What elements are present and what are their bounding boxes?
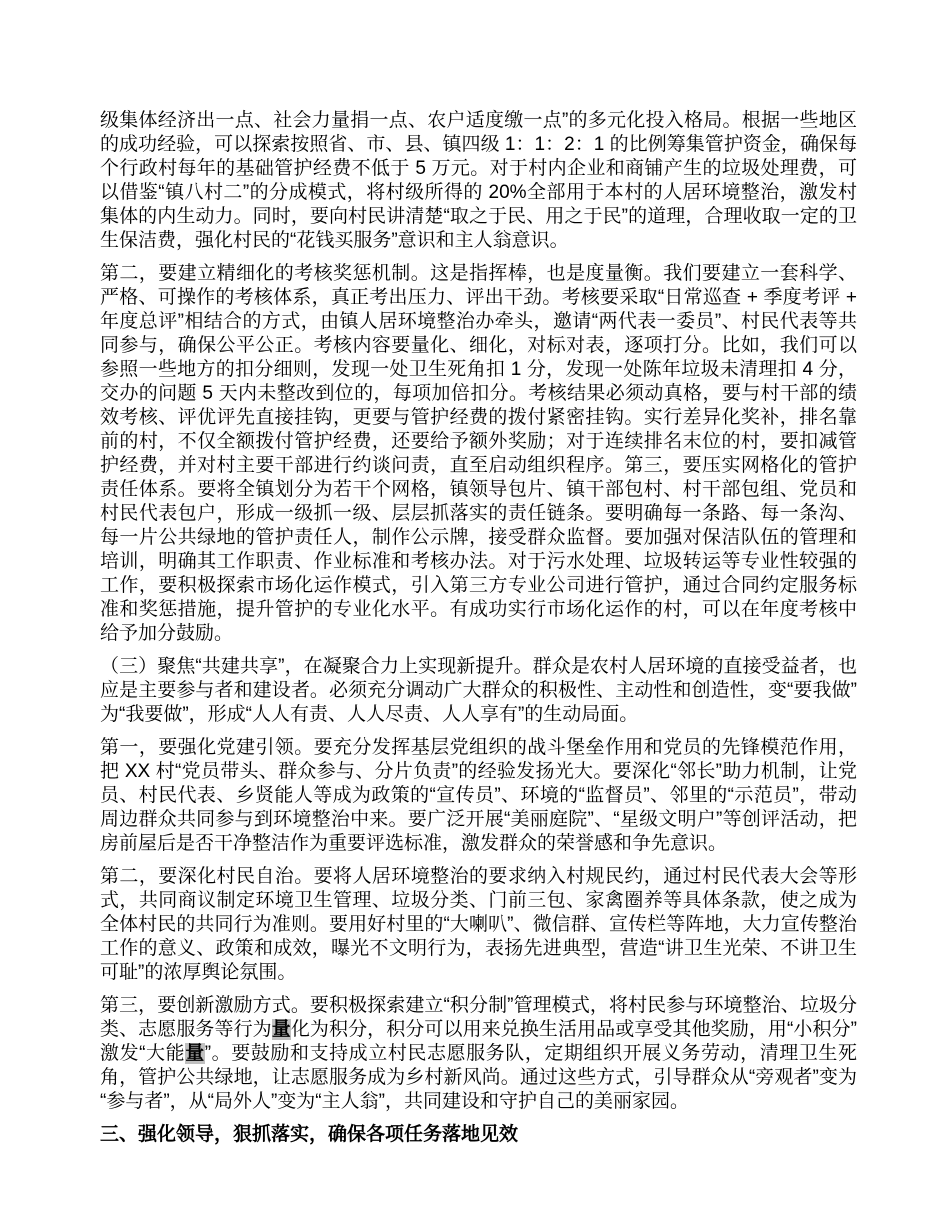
paragraph [100,736,857,856]
text-segment: 级集体经济出一点、社会力量捐一点、农户适度缴一点”的多元化投入格局。根据一些地区的成功经验，可以探索按照省、市、县、镇四级 1：1：2：1 的比例筹集管护资金，确保每个行政村每年的基础管护经费不低于 5 万元。对于村内企业和商铺产生的垃圾处理费，可以借鉴“镇八村二”的分成模式，将村级所得的 20%全部用于本村的人居环境整治，激发村集体的内生动力。同时，要向村民讲清楚“取之于民、用之于民”的道理，合理收取一定的卫生保洁费，强化村民的“花钱买服务”意识和主人翁意识。 [100,110,857,251]
text-segment: 第二，要建立精细化的考核奖惩机制。这是指挥棒，也是度量衡。我们要建立一套科学、严格、可操作的考核体系，真正考出压力、评出干劲。考核要采取“日常巡查 + 季度考评 + 年度总评”相结合的方式，由镇人居环境整治办牵头，邀请“两代表一委员”、村民代表等共同参与，确保公平公正。考核内容要量化、细化，对标对表，逐项打分。比如，我们可以参照一些地方的扣分细则，发现一处卫生死角扣 1 分，发现一处陈年垃圾未清理扣 4 分，交办的问题 5 天内未整改到位的，每项加倍扣分。考核结果必须动真格，要与村干部的绩效考核、评优评先直接挂钩，更要与管护经费的拨付紧密挂钩。实行差异化奖补，排名靠前的村，不仅全额拨付管护经费，还要给予额外奖励；对于连续排名末位的村，要扣减管护经费，并对村主要干部进行约谈问责，直至启动组织程序。第三，要压实网格化的管护责任体系。要将全镇划分为若干个网格，镇领导包片、镇干部包村、村干部包组、党员和村民代表包户，形成一级抓一级、层层抓落实的责任链条。要明确每一条路、每一条沟、每一片公共绿地的管护责任人，制作公示牌，接受群众监督。要加强对保洁队伍的管理和培训，明确其工作职责、作业标准和考核办法。对于污水处理、垃圾转运等专业性较强的工作，要积极探索市场化运作模式，引入第三方专业公司进行管护，通过合同约定服务标准和奖惩措施，提升管护的专业化水平。有成功实行市场化运作的村，可以在年度考核中给予加分鼓励。 [100,263,857,644]
document-body [100,109,857,1156]
search-highlight: 量 [185,1043,205,1064]
paragraph [100,865,857,985]
paragraph [100,262,857,646]
text-segment: ”。要鼓励和支持成立村民志愿服务队，定期组织开展义务劳动，清理卫生死角，管护公共绿地，让志愿服务成为乡村新风尚。通过这些方式，引导群众从“旁观者”变为“参与者”，从“局外人”变为“主人翁”，共同建设和守护自己的美丽家园。 [100,1043,857,1112]
text-segment: 第三，要创新激励方式。要积极探索建立“积分制”管理模式，将村民参与环境整治、垃圾分类、志愿服务等行为 [100,995,857,1040]
paragraph [100,109,857,253]
text-segment: 第一，要强化党建引领。要充分发挥基层党组织的战斗堡垒作用和党员的先锋模范作用，把 XX 村“党员带头、群众参与、分片负责”的经验发扬光大。要深化“邻长”助力机制，让党员、村民代表、乡贤能人等成为政策的“宣传员”、环境的“监督员”、邻里的“示范员”，带动周边群众共同参与到环境整治中来。要广泛开展“美丽庭院”、“星级文明户”等创评活动，把房前屋后是否干净整洁作为重要评选标准，激发群众的荣誉感和争先意识。 [100,737,857,854]
search-highlight: 量 [271,1019,291,1040]
text-segment: （三）聚焦“共建共享”，在凝聚合力上实现新提升。群众是农村人居环境的直接受益者，也应是主要参与者和建设者。必须充分调动广大群众的积极性、主动性和创造性，变“要我做”为“我要做”，形成“人人有责、人人尽责、人人享有”的生动局面。 [100,656,857,725]
paragraph [100,655,857,727]
text-segment: 化为积分，积分可以用来兑换生活用品或享受其他奖励，用“小积分”激发“大能 [100,1019,857,1064]
section-heading [100,1123,857,1147]
text-segment: 三、强化领导，狠抓落实，确保各项任务落地见效 [100,1124,519,1145]
paragraph [100,994,857,1114]
text-segment: 第二，要深化村民自治。要将人居环境整治的要求纳入村规民约，通过村民代表大会等形式，共同商议制定环境卫生管理、垃圾分类、门前三包、家禽圈养等具体条款，使之成为全体村民的共同行为准则。要用好村里的“大喇叭”、微信群、宣传栏等阵地，大力宣传整治工作的意义、政策和成效，曝光不文明行为，表扬先进典型，营造“讲卫生光荣、不讲卫生可耻”的浓厚舆论氛围。 [100,866,857,983]
